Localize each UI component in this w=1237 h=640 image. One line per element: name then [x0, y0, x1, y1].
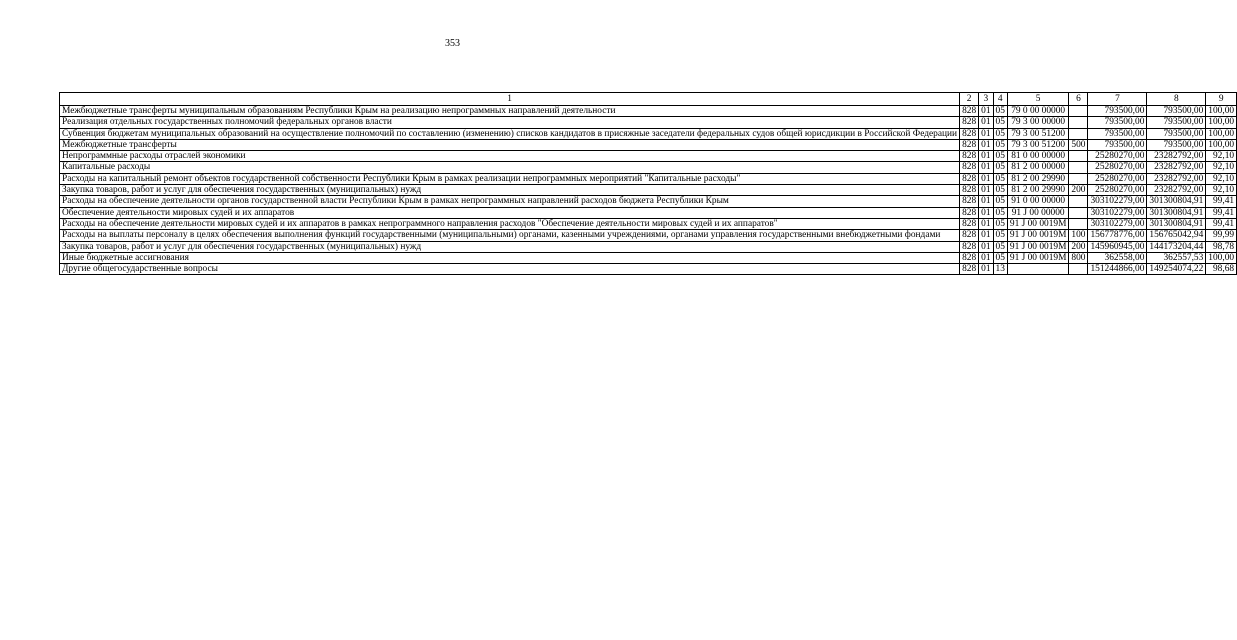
section-code-cell: 01	[979, 264, 993, 275]
header-cell: 8	[1147, 93, 1206, 106]
expense-type-cell	[1069, 162, 1088, 173]
planned-amount-cell: 793500,00	[1088, 128, 1147, 139]
expense-name-cell: Непрограммные расходы отраслей экономики	[60, 151, 960, 162]
section-code-cell: 01	[979, 173, 993, 184]
department-code-cell: 828	[960, 207, 979, 218]
subsection-code-cell: 05	[993, 207, 1007, 218]
planned-amount-cell: 25280270,00	[1088, 162, 1147, 173]
execution-percent-cell: 99,41	[1206, 196, 1237, 207]
section-code-cell: 01	[979, 230, 993, 241]
table-row	[60, 264, 1237, 275]
subsection-code-cell: 05	[993, 185, 1007, 196]
execution-percent-cell: 100,00	[1206, 252, 1237, 263]
header-cell: 7	[1088, 93, 1147, 106]
section-code-cell: 01	[979, 218, 993, 229]
header-row	[60, 93, 1237, 106]
department-code-cell: 828	[960, 117, 979, 128]
target-article-cell: 81 2 00 00000	[1007, 162, 1069, 173]
target-article-cell: 81 0 00 00000	[1007, 151, 1069, 162]
table-row	[60, 207, 1237, 218]
department-code-cell: 828	[960, 106, 979, 117]
execution-percent-cell: 100,00	[1206, 106, 1237, 117]
target-article-cell: 91 0 00 00000	[1007, 196, 1069, 207]
department-code-cell: 828	[960, 218, 979, 229]
execution-percent-cell: 98,78	[1206, 241, 1237, 252]
header-cell: 9	[1206, 93, 1237, 106]
table-row	[60, 139, 1237, 150]
planned-amount-cell: 793500,00	[1088, 117, 1147, 128]
department-code-cell: 828	[960, 241, 979, 252]
expense-name-cell: Другие общегосударственные вопросы	[60, 264, 960, 275]
target-article-cell: 79 3 00 51200	[1007, 139, 1069, 150]
expense-name-cell: Расходы на выплаты персоналу в целях обеспечения выполнения функций государственными (муниципальными) органами, казенными учреждениями, органами управления государственными внебюджетными фондами	[60, 230, 960, 241]
expense-type-cell: 200	[1069, 241, 1088, 252]
table-row	[60, 218, 1237, 229]
executed-amount-cell: 793500,00	[1147, 139, 1206, 150]
section-code-cell: 01	[979, 139, 993, 150]
expense-name-cell: Межбюджетные трансферты	[60, 139, 960, 150]
planned-amount-cell: 25280270,00	[1088, 185, 1147, 196]
page-number: 353	[445, 38, 460, 49]
target-article-cell: 91 J 00 0019М	[1007, 252, 1069, 263]
section-code-cell: 01	[979, 128, 993, 139]
planned-amount-cell: 303102279,00	[1088, 207, 1147, 218]
header-cell: 3	[979, 93, 993, 106]
subsection-code-cell: 05	[993, 139, 1007, 150]
planned-amount-cell: 151244866,00	[1088, 264, 1147, 275]
expense-name-cell: Субвенция бюджетам муниципальных образований на осуществление полномочий по составлению (изменению) списков кандидатов в присяжные заседатели федеральных судов общей юрисдикции в Российской Федерации	[60, 128, 960, 139]
target-article-cell: 81 2 00 29990	[1007, 173, 1069, 184]
execution-percent-cell: 99,41	[1206, 218, 1237, 229]
planned-amount-cell: 25280270,00	[1088, 151, 1147, 162]
target-article-cell: 79 3 00 51200	[1007, 128, 1069, 139]
expense-type-cell	[1069, 117, 1088, 128]
department-code-cell: 828	[960, 162, 979, 173]
planned-amount-cell: 145960945,00	[1088, 241, 1147, 252]
department-code-cell: 828	[960, 230, 979, 241]
section-code-cell: 01	[979, 196, 993, 207]
execution-percent-cell: 100,00	[1206, 139, 1237, 150]
subsection-code-cell: 05	[993, 106, 1007, 117]
expense-type-cell	[1069, 218, 1088, 229]
executed-amount-cell: 362557,53	[1147, 252, 1206, 263]
executed-amount-cell: 301300804,91	[1147, 218, 1206, 229]
target-article-cell: 91 J 00 0019М	[1007, 218, 1069, 229]
expense-type-cell	[1069, 173, 1088, 184]
header-cell: 1	[60, 93, 960, 106]
section-code-cell: 01	[979, 252, 993, 263]
expense-type-cell: 100	[1069, 230, 1088, 241]
executed-amount-cell: 23282792,00	[1147, 185, 1206, 196]
table-row	[60, 106, 1237, 117]
planned-amount-cell: 303102279,00	[1088, 196, 1147, 207]
table-row	[60, 117, 1237, 128]
execution-percent-cell: 92,10	[1206, 173, 1237, 184]
execution-percent-cell: 99,41	[1206, 207, 1237, 218]
executed-amount-cell: 793500,00	[1147, 128, 1206, 139]
subsection-code-cell: 05	[993, 128, 1007, 139]
department-code-cell: 828	[960, 151, 979, 162]
planned-amount-cell: 303102279,00	[1088, 218, 1147, 229]
department-code-cell: 828	[960, 252, 979, 263]
table-row	[60, 162, 1237, 173]
header-cell: 6	[1069, 93, 1088, 106]
expense-name-cell: Обеспечение деятельности мировых судей и их аппаратов	[60, 207, 960, 218]
executed-amount-cell: 23282792,00	[1147, 151, 1206, 162]
subsection-code-cell: 05	[993, 162, 1007, 173]
planned-amount-cell: 25280270,00	[1088, 173, 1147, 184]
section-code-cell: 01	[979, 162, 993, 173]
expense-name-cell: Межбюджетные трансферты муниципальным образованиям Республики Крым на реализацию непрограммных направлений деятельности	[60, 106, 960, 117]
executed-amount-cell: 144173204,44	[1147, 241, 1206, 252]
execution-percent-cell: 92,10	[1206, 162, 1237, 173]
table-row	[60, 241, 1237, 252]
table-row	[60, 196, 1237, 207]
expense-type-cell	[1069, 264, 1088, 275]
department-code-cell: 828	[960, 264, 979, 275]
section-code-cell: 01	[979, 207, 993, 218]
planned-amount-cell: 362558,00	[1088, 252, 1147, 263]
planned-amount-cell: 156778776,00	[1088, 230, 1147, 241]
executed-amount-cell: 23282792,00	[1147, 173, 1206, 184]
section-code-cell: 01	[979, 151, 993, 162]
table-row	[60, 151, 1237, 162]
expense-type-cell	[1069, 207, 1088, 218]
section-code-cell: 01	[979, 106, 993, 117]
expense-name-cell: Закупка товаров, работ и услуг для обеспечения государственных (муниципальных) нужд	[60, 185, 960, 196]
target-article-cell: 79 3 00 00000	[1007, 117, 1069, 128]
section-code-cell: 01	[979, 241, 993, 252]
subsection-code-cell: 05	[993, 151, 1007, 162]
expense-type-cell	[1069, 106, 1088, 117]
executed-amount-cell: 23282792,00	[1147, 162, 1206, 173]
expense-type-cell: 800	[1069, 252, 1088, 263]
planned-amount-cell: 793500,00	[1088, 139, 1147, 150]
table-row	[60, 252, 1237, 263]
execution-percent-cell: 98,68	[1206, 264, 1237, 275]
expense-name-cell: Расходы на обеспечение деятельности органов государственной власти Республики Крым в рамках непрограммных направлений расходов бюджета Республики Крым	[60, 196, 960, 207]
subsection-code-cell: 05	[993, 230, 1007, 241]
subsection-code-cell: 05	[993, 173, 1007, 184]
executed-amount-cell: 793500,00	[1147, 106, 1206, 117]
department-code-cell: 828	[960, 196, 979, 207]
subsection-code-cell: 13	[993, 264, 1007, 275]
execution-percent-cell: 100,00	[1206, 117, 1237, 128]
planned-amount-cell: 793500,00	[1088, 106, 1147, 117]
executed-amount-cell: 156765042,94	[1147, 230, 1206, 241]
executed-amount-cell: 301300804,91	[1147, 207, 1206, 218]
expense-name-cell: Закупка товаров, работ и услуг для обеспечения государственных (муниципальных) нужд	[60, 241, 960, 252]
table-row	[60, 128, 1237, 139]
target-article-cell: 91 J 00 00000	[1007, 207, 1069, 218]
department-code-cell: 828	[960, 139, 979, 150]
expense-type-cell: 200	[1069, 185, 1088, 196]
subsection-code-cell: 05	[993, 117, 1007, 128]
department-code-cell: 828	[960, 128, 979, 139]
expense-type-cell	[1069, 151, 1088, 162]
expense-name-cell: Капитальные расходы	[60, 162, 960, 173]
executed-amount-cell: 301300804,91	[1147, 196, 1206, 207]
section-code-cell: 01	[979, 117, 993, 128]
table-row	[60, 185, 1237, 196]
expense-name-cell: Расходы на капитальный ремонт объектов государственной собственности Республики Крым в рамках реализации непрограммных мероприятий "Капитальные расходы"	[60, 173, 960, 184]
header-cell: 4	[993, 93, 1007, 106]
target-article-cell: 81 2 00 29990	[1007, 185, 1069, 196]
subsection-code-cell: 05	[993, 252, 1007, 263]
execution-percent-cell: 92,10	[1206, 151, 1237, 162]
department-code-cell: 828	[960, 185, 979, 196]
expense-name-cell: Расходы на обеспечение деятельности мировых судей и их аппаратов в рамках непрограммного направления расходов "Обеспечение деятельности мировых судей и их аппаратов"	[60, 218, 960, 229]
executed-amount-cell: 149254074,22	[1147, 264, 1206, 275]
expense-type-cell: 500	[1069, 139, 1088, 150]
table-row	[60, 173, 1237, 184]
department-code-cell: 828	[960, 173, 979, 184]
execution-percent-cell: 100,00	[1206, 128, 1237, 139]
expense-type-cell	[1069, 196, 1088, 207]
expense-name-cell: Реализация отдельных государственных полномочий федеральных органов власти	[60, 117, 960, 128]
target-article-cell: 79 0 00 00000	[1007, 106, 1069, 117]
target-article-cell: 91 J 00 0019М	[1007, 241, 1069, 252]
target-article-cell: 91 J 00 0019М	[1007, 230, 1069, 241]
execution-percent-cell: 99,99	[1206, 230, 1237, 241]
table-body	[60, 106, 1237, 275]
header-cell: 2	[960, 93, 979, 106]
target-article-cell	[1007, 264, 1069, 275]
subsection-code-cell: 05	[993, 196, 1007, 207]
budget-table	[59, 92, 1237, 275]
table-row	[60, 230, 1237, 241]
header-cell: 5	[1007, 93, 1069, 106]
expense-name-cell: Иные бюджетные ассигнования	[60, 252, 960, 263]
subsection-code-cell: 05	[993, 218, 1007, 229]
expense-type-cell	[1069, 128, 1088, 139]
subsection-code-cell: 05	[993, 241, 1007, 252]
execution-percent-cell: 92,10	[1206, 185, 1237, 196]
section-code-cell: 01	[979, 185, 993, 196]
executed-amount-cell: 793500,00	[1147, 117, 1206, 128]
